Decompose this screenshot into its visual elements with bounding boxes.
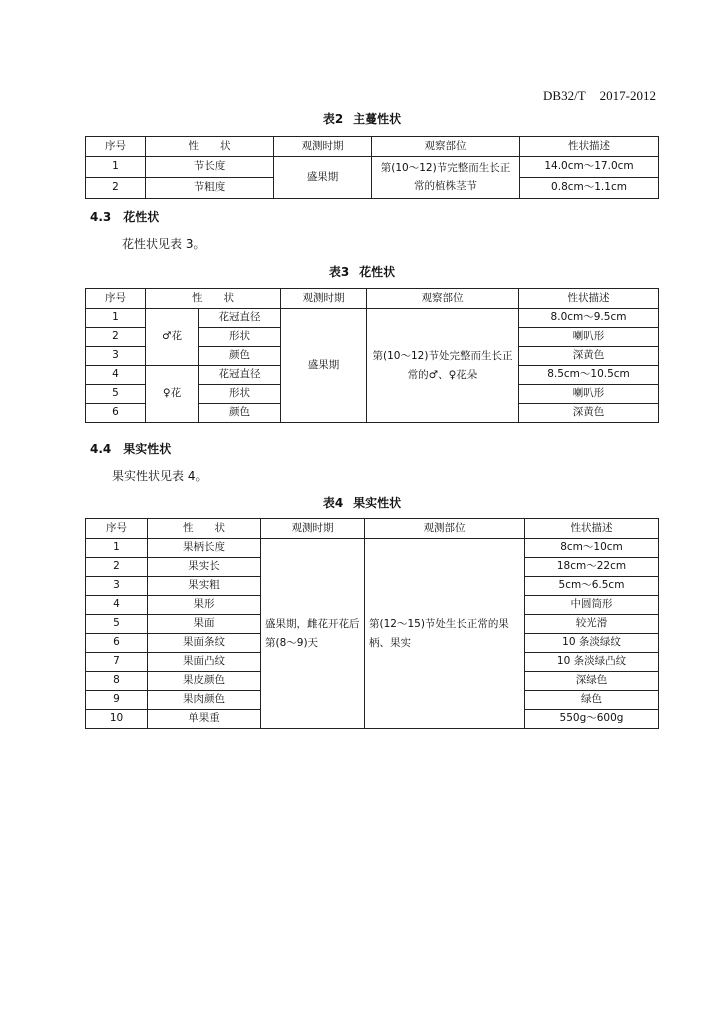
table-row: 3 颜色 深黄色: [86, 347, 659, 366]
section-4-3-text: 花性状见表 3。: [122, 237, 206, 251]
female-flower-label: ♀花: [146, 366, 199, 423]
table2: [85, 136, 659, 199]
observation-location: 第(10～12)节处完整而生长正常的♂、♀花朵: [367, 309, 519, 423]
observation-period: 盛果期: [281, 309, 367, 423]
document-header: [543, 88, 656, 104]
table-row: 1 ♂花 花冠直径 盛果期 第(10～12)节处完整而生长正常的♂、♀花朵 8.0cm～9.5cm: [86, 309, 659, 328]
table-row: 2 形状 喇叭形: [86, 328, 659, 347]
table4: [85, 518, 659, 729]
table-row: 1 果柄长度 盛果期，雌花开花后第(8～9)天 第(12～15)节处生长正常的果柄、果实 8cm～10cm: [86, 539, 659, 558]
table-row: 4 果形 中圆筒形: [86, 596, 659, 615]
table-row: 6 果面条纹 10 条淡绿纹: [86, 634, 659, 653]
observation-location: 第(10～12)节完整而生长正常的植株茎节: [372, 157, 520, 199]
table-row: 9 果肉颜色 绿色: [86, 691, 659, 710]
section-4-4-heading: 4.4 果实性状: [90, 442, 172, 456]
male-flower-label: ♂花: [146, 309, 199, 366]
table-row: 4 ♀花 花冠直径 8.5cm～10.5cm: [86, 366, 659, 385]
table-header-row: 序号 性 状 观测时期 观察部位 性状描述: [86, 289, 659, 309]
table3: [85, 288, 659, 423]
section-4-3-heading: 4.3 花性状: [90, 210, 160, 224]
table-row: 5 果面 较光滑: [86, 615, 659, 634]
table-row: 8 果皮颜色 深绿色: [86, 672, 659, 691]
observation-period: 盛果期: [274, 157, 372, 199]
observation-period: 盛果期，雌花开花后第(8～9)天: [261, 539, 365, 729]
table-header-row: 序号 性 状 观测时期 观测部位 性状描述: [86, 519, 659, 539]
section-4-4-text: 果实性状见表 4。: [112, 469, 208, 483]
table-row: 2 节粗度 0.8cm～1.1cm: [86, 177, 659, 198]
table4-caption: 表4 果实性状: [322, 496, 402, 510]
table-row: 7 果面凸纹 10 条淡绿凸纹: [86, 653, 659, 672]
table-row: 3 果实粗 5cm～6.5cm: [86, 577, 659, 596]
table-header-row: 序号 性 状 观测时期 观察部位 性状描述: [86, 137, 659, 157]
observation-location: 第(12～15)节处生长正常的果柄、果实: [365, 539, 525, 729]
table-row: 10 单果重 550g～600g: [86, 710, 659, 729]
standard-year: 2017-2012: [599, 88, 656, 103]
table-row: 5 形状 喇叭形: [86, 385, 659, 404]
table3-caption: 表3 花性状: [328, 265, 396, 279]
table2-caption: 表2 主蔓性状: [322, 112, 402, 126]
table-row: 2 果实长 18cm～22cm: [86, 558, 659, 577]
standard-code: DB32/T: [543, 88, 586, 103]
table-row: 6 颜色 深黄色: [86, 404, 659, 423]
table-row: 1 节长度 盛果期 第(10～12)节完整而生长正常的植株茎节 14.0cm～17.0cm: [86, 157, 659, 178]
